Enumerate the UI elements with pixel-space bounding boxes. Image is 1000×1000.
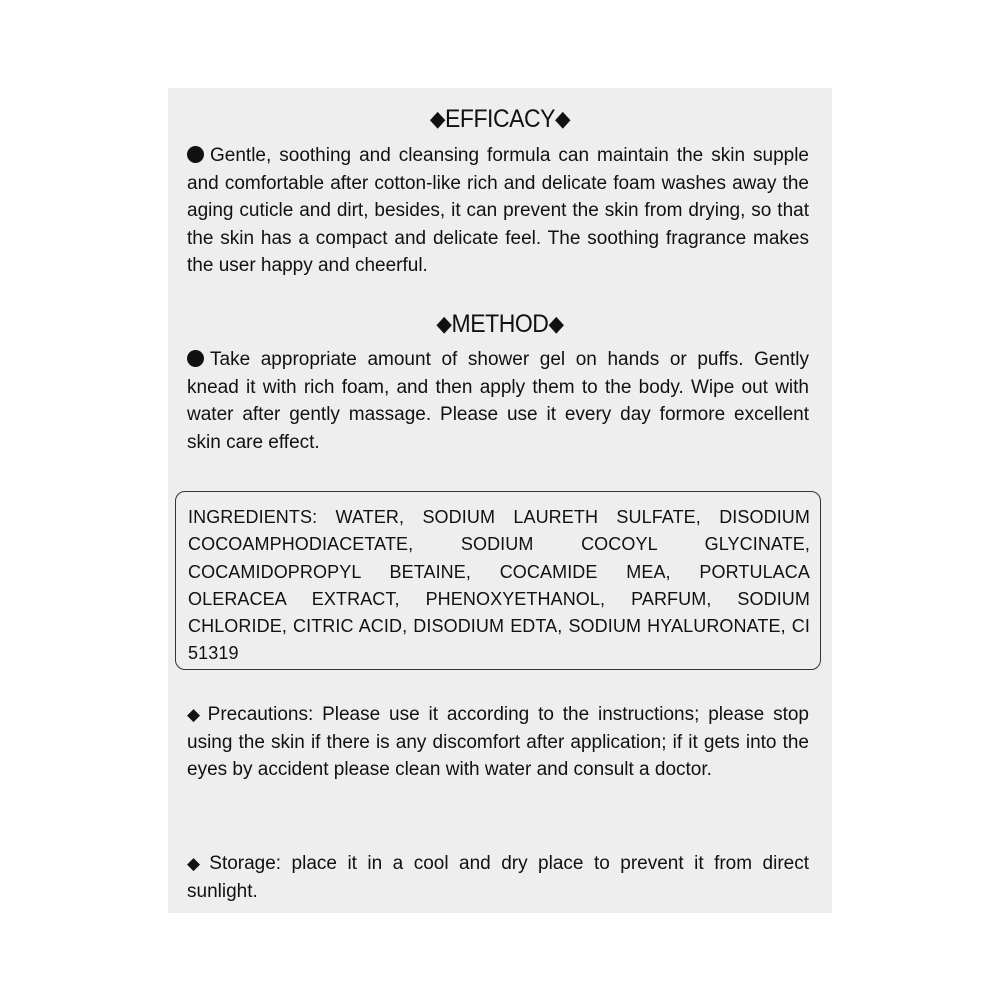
diamond-left-icon: ◆ — [436, 311, 452, 336]
storage-paragraph — [187, 850, 809, 905]
method-heading-text: METHOD — [451, 310, 549, 338]
product-label-card — [168, 88, 832, 913]
ingredients-box — [175, 491, 821, 670]
diamond-left-icon: ◆ — [429, 106, 445, 131]
precautions-text: Precautions: Please use it according to the instructions; please stop using the skin if there is any discomfort after application; if it gets into the eyes by accident please clean with water and consult a doctor. — [187, 704, 809, 780]
bullet-dot-icon — [187, 350, 204, 367]
diamond-right-icon: ◆ — [555, 106, 571, 131]
efficacy-text: Gentle, soothing and cleansing formula can maintain the skin supple and comfortable after cotton-like rich and delicate foam washes away the aging cuticle and dirt, besides, it can prevent the skin from drying, so that the skin has a compact and delicate feel. The soothing fragrance makes the user happy and cheerful. — [187, 145, 809, 276]
method-heading — [195, 309, 806, 339]
method-text: Take appropriate amount of shower gel on hands or puffs. Gently knead it with rich foam, and then apply them to the body. Wipe out with water after gently massage. Please use it every day formore excellent skin care effect. — [187, 349, 809, 453]
precautions-paragraph — [187, 701, 809, 784]
efficacy-paragraph — [187, 142, 809, 280]
diamond-bullet-icon: ◆ — [187, 854, 206, 873]
efficacy-heading-text: EFFICACY — [444, 105, 556, 133]
efficacy-heading — [195, 104, 806, 134]
method-paragraph — [187, 346, 809, 456]
storage-text: Storage: place it in a cool and dry place to prevent it from direct sunlight. — [187, 853, 809, 902]
ingredients-text: INGREDIENTS: WATER, SODIUM LAURETH SULFATE, DISODIUM COCOAMPHODIACETATE, SODIUM COCOYL GLYCINATE, COCAMIDOPROPYL BETAINE, COCAMIDE MEA, PORTULACA OLERACEA EXTRACT, PHENOXYETHANOL, PARFUM, SODIUM CHLORIDE, CITRIC ACID, DISODIUM EDTA, SODIUM HYALURONATE, CI 51319 — [188, 507, 810, 664]
diamond-bullet-icon: ◆ — [187, 705, 204, 724]
diamond-right-icon: ◆ — [548, 311, 564, 336]
bullet-dot-icon — [187, 146, 204, 163]
